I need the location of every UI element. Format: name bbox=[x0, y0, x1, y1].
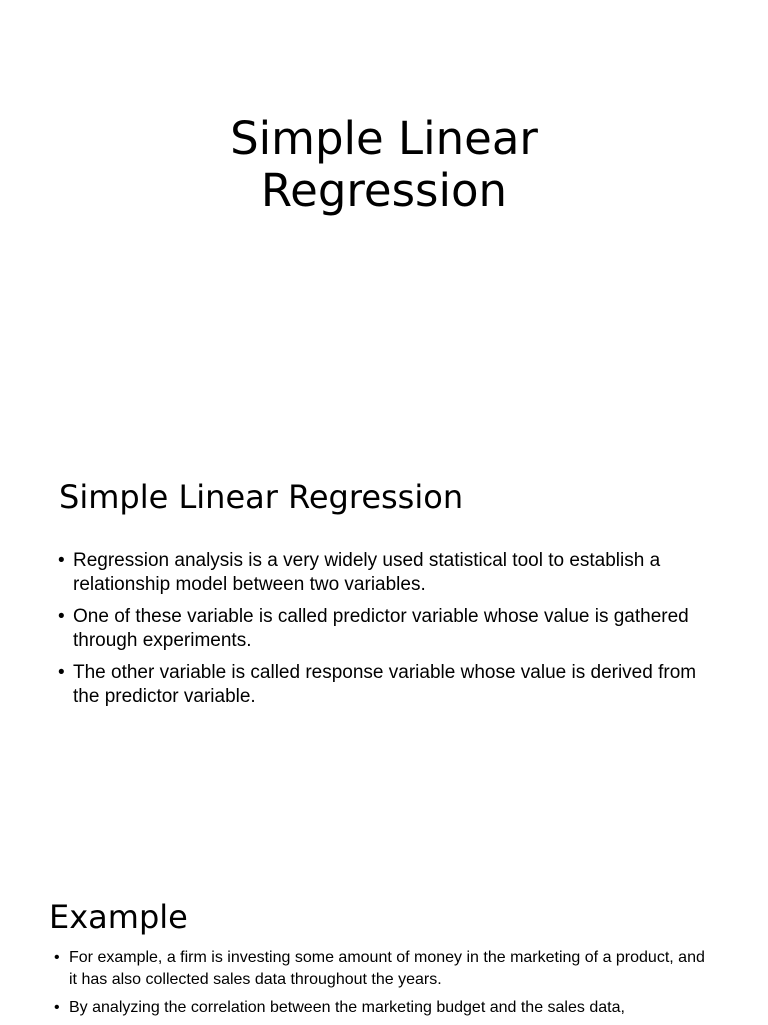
bullet-icon: • bbox=[54, 999, 60, 1016]
title-line: Regression bbox=[260, 164, 508, 217]
bullet-item bbox=[58, 661, 718, 709]
bullet-text: The other variable is called response variable whose value is derived from the predictor variable. bbox=[73, 662, 697, 707]
bullet-text: Regression analysis is a very widely used statistical tool to establish a relationship model between two variables. bbox=[73, 550, 661, 595]
example-slide bbox=[0, 864, 768, 1024]
bullet-icon: • bbox=[58, 662, 65, 683]
title-slide bbox=[0, 0, 768, 432]
bullet-text: One of these variable is called predictor variable whose value is gathered through experiments. bbox=[73, 606, 689, 651]
title-slide-heading bbox=[0, 113, 768, 217]
slide-heading: Example bbox=[49, 898, 188, 936]
bullet-text: By analyzing the correlation between the marketing budget and the sales data, bbox=[69, 999, 625, 1016]
bullet-item bbox=[58, 605, 718, 653]
slide-heading: Simple Linear Regression bbox=[59, 478, 464, 516]
bullet-list bbox=[54, 947, 714, 1025]
content-slide bbox=[0, 432, 768, 864]
bullet-item bbox=[54, 947, 714, 991]
bullet-list bbox=[58, 549, 718, 717]
bullet-text: For example, a firm is investing some amount of money in the marketing of a product, and it has also collected sales data throughout the years. bbox=[69, 949, 705, 988]
bullet-icon: • bbox=[58, 606, 65, 627]
bullet-icon: • bbox=[58, 550, 65, 571]
bullet-item bbox=[54, 997, 714, 1019]
bullet-icon: • bbox=[54, 949, 60, 966]
title-line: Simple Linear bbox=[230, 112, 538, 165]
bullet-item bbox=[58, 549, 718, 597]
